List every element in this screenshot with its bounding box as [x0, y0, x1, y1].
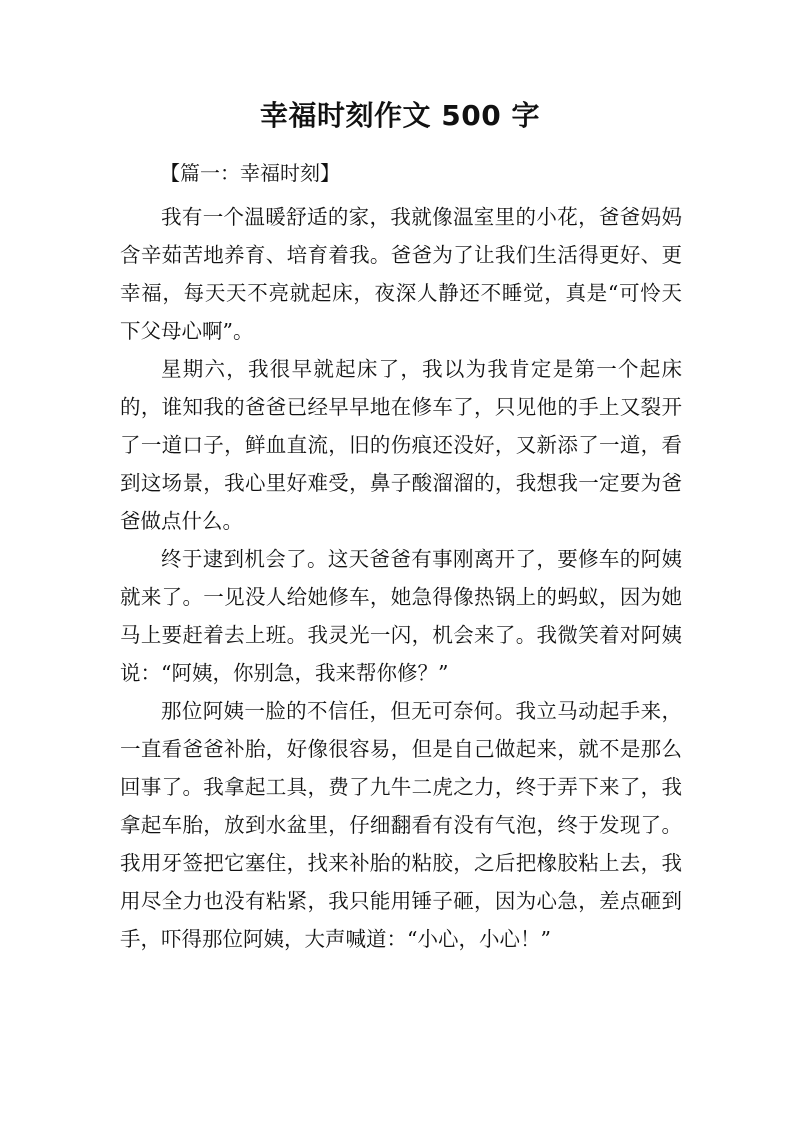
essay-body [120, 198, 682, 958]
paragraph: 星期六，我很早就起床了，我以为我肯定是第一个起床的，谁知我的爸爸已经早早地在修车了，只见他的手上又裂开了一道口子，鲜血直流，旧的伤痕还没好，又新添了一道，看到这场景，我心里好难受，鼻子酸溜溜的，我想我一定要为爸爸做点什么。 [120, 357, 682, 533]
paragraph: 我有一个温暖舒适的家，我就像温室里的小花，爸爸妈妈含辛茹苦地养育、培育着我。爸爸为了让我们生活得更好、更幸福，每天天不亮就起床，夜深人静还不睡觉，真是“可怜天下父母心啊”。 [120, 205, 682, 343]
paragraph: 终于逮到机会了。这天爸爸有事刚离开了，要修车的阿姨就来了。一见没人给她修车，她急得像热锅上的蚂蚁，因为她马上要赶着去上班。我灵光一闪，机会来了。我微笑着对阿姨说：“阿姨，你别急，我来帮你修？” [120, 547, 682, 685]
document-title: 幸福时刻作文 500 字 [260, 99, 540, 132]
paragraph: 那位阿姨一脸的不信任，但无可奈何。我立马动起手来，一直看爸爸补胎，好像很容易，但是自己做起来，就不是那么回事了。我拿起工具，费了九牛二虎之力，终于弄下来了，我拿起车胎，放到水盆里，仔细翻看有没有气泡，终于发现了。我用牙签把它塞住，找来补胎的粘胶，之后把橡胶粘上去，我用尽全力也没有粘紧，我只能用锤子砸，因为心急，差点砸到手，吓得那位阿姨，大声喊道：“小心，小心！” [120, 699, 682, 951]
section-heading: 【篇一：幸福时刻】 [160, 161, 340, 185]
